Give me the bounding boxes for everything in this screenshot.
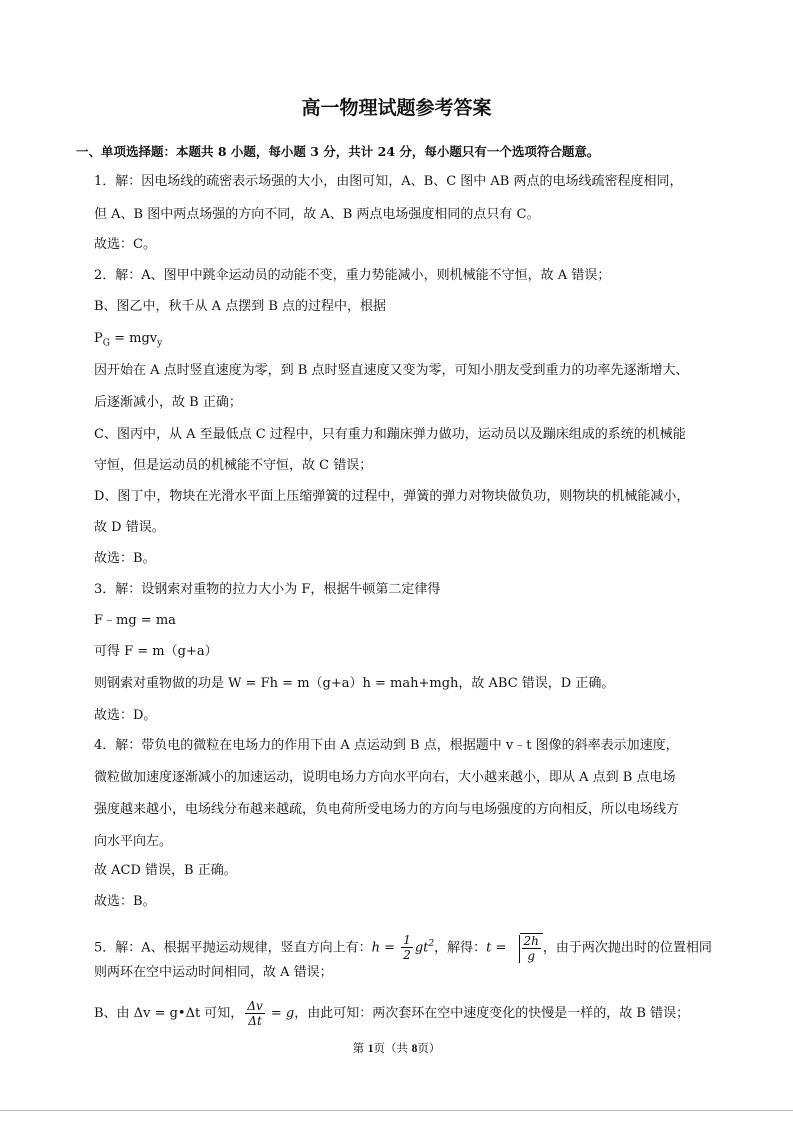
q4-line-1: 4．解：带负电的微粒在电场力的作用下由 A 点运动到 B 点，根据题中 v﹣t 图像的斜率表示加速度， bbox=[94, 738, 679, 753]
eq3-num: Δv bbox=[247, 999, 263, 1013]
q4-answer: 故选：B。 bbox=[94, 894, 156, 909]
eq1-fraction bbox=[401, 933, 413, 962]
footer-post: 页） bbox=[417, 1041, 441, 1055]
formula-p-sub: G bbox=[102, 338, 110, 349]
eq3-fraction bbox=[245, 999, 264, 1028]
footer-total-pages: 8 bbox=[411, 1043, 418, 1055]
q3-line-3: 可得 F = m（g+a） bbox=[94, 644, 218, 659]
q2-line-5: 后逐渐减小，故 B 正确； bbox=[94, 395, 242, 410]
sqrt-sign bbox=[511, 933, 543, 963]
page-footer bbox=[0, 1040, 793, 1056]
eq1-sup: 2 bbox=[428, 939, 435, 949]
q1-line-1: 1．解：因电场线的疏密表示场强的大小，由图可知，A、B、C 图中 AB 两点的电场线疏密程度相同， bbox=[94, 174, 683, 189]
eq3-rest: = g bbox=[266, 1006, 295, 1021]
eq1-lhs: h = bbox=[371, 940, 400, 956]
footer-page-number: 1 bbox=[367, 1043, 374, 1055]
q2-line-1: 2．解：A、图甲中跳伞运动员的动能不变，重力势能减小，则机械能不守恒，故 A 错误； bbox=[94, 268, 611, 283]
formula-v-sub: y bbox=[157, 338, 163, 349]
q2-formula bbox=[94, 329, 162, 354]
q5-text-d: B、由 Δv = g•Δt 可知， bbox=[94, 1006, 244, 1021]
section-heading: 一、单项选择题：本题共 8 小题，每小题 3 分，共计 24 分，每小题只有一个选项符合题意。 bbox=[76, 144, 600, 159]
eq1-den: 2 bbox=[403, 948, 411, 963]
q5-text-e: ，由此可知：两次套环在空中速度变化的快慢是一样的，故 B 错误； bbox=[294, 1006, 690, 1021]
q2-line-2: B、图乙中，秋千从 A 点摆到 B 点的过程中，根据 bbox=[94, 299, 387, 314]
q2-line-4: 因开始在 A 点时竖直速度为零，到 B 点时竖直速度又变为零，可知小朋友受到重力的功率先逐渐增大、 bbox=[94, 363, 689, 378]
eq1-rest: gt bbox=[414, 940, 429, 956]
q5-line-3 bbox=[94, 999, 689, 1028]
bottom-divider bbox=[0, 1110, 793, 1111]
formula-mid: = mgv bbox=[109, 331, 158, 346]
q2-line-9: 故 D 错误。 bbox=[94, 520, 165, 535]
q4-line-4: 向水平向左。 bbox=[94, 834, 173, 849]
eq2-num: 2h bbox=[523, 933, 539, 948]
q5-text-a: 5．解：A、根据平抛运动规律，竖直方向上有： bbox=[94, 940, 372, 956]
q5-line-2: 则两环在空中运动时间相同，故 A 错误； bbox=[94, 965, 333, 980]
q1-answer: 故选：C。 bbox=[94, 237, 156, 252]
q3-line-2: F﹣mg = ma bbox=[94, 613, 176, 628]
eq2-lhs: t = bbox=[486, 940, 511, 956]
q4-line-5: 故 ACD 错误，B 正确。 bbox=[94, 863, 237, 878]
footer-mid: 页（共 bbox=[373, 1041, 412, 1055]
q1-line-2: 但 A、B 图中两点场强的方向不同，故 A、B 两点电场强度相同的点只有 C。 bbox=[94, 207, 540, 222]
q3-line-4: 则钢索对重物做的功是 W = Fh = m（g+a）h = mah+mgh，故 ABC 错误，D 正确。 bbox=[94, 676, 615, 691]
q4-line-2: 微粒做加速度逐渐减小的加速运动，说明电场力方向水平向右，大小越来越小，即从 A 点到 B 点电场 bbox=[94, 770, 676, 785]
formula-p: P bbox=[94, 331, 103, 346]
q2-line-6: C、图丙中，从 A 至最低点 C 过程中，只有重力和蹦床弹力做功，运动员以及蹦床组成的系统的机械能 bbox=[94, 427, 686, 442]
q2-line-7: 守恒，但是运动员的机械能不守恒，故 C 错误； bbox=[94, 458, 373, 473]
q4-line-3: 强度越来越小，电场线分布越来越疏，负电荷所受电场力的方向与电场强度的方向相反，所以电场线方 bbox=[94, 802, 680, 817]
q3-line-1: 3．解：设钢索对重物的拉力大小为 F，根据牛顿第二定律得 bbox=[94, 582, 441, 597]
q5-line-1 bbox=[94, 930, 712, 963]
eq2-den: g bbox=[527, 948, 536, 963]
q3-answer: 故选：D。 bbox=[94, 708, 157, 723]
q5-text-b: ，解得： bbox=[434, 940, 487, 956]
eq2-fraction bbox=[522, 934, 541, 963]
q2-line-8: D、图丁中，物块在光滑水平面上压缩弹簧的过程中，弹簧的弹力对物块做负功，则物块的机械能减小， bbox=[94, 489, 690, 504]
q5-text-c: ，由于两次抛出时的位置相同 bbox=[542, 940, 712, 956]
footer-pre: 第 bbox=[352, 1041, 368, 1055]
page-title: 高一物理试题参考答案 bbox=[301, 97, 492, 119]
q2-answer: 故选：B。 bbox=[94, 551, 156, 566]
eq1-num: 1 bbox=[403, 933, 411, 948]
eq3-den: Δt bbox=[248, 1014, 262, 1028]
